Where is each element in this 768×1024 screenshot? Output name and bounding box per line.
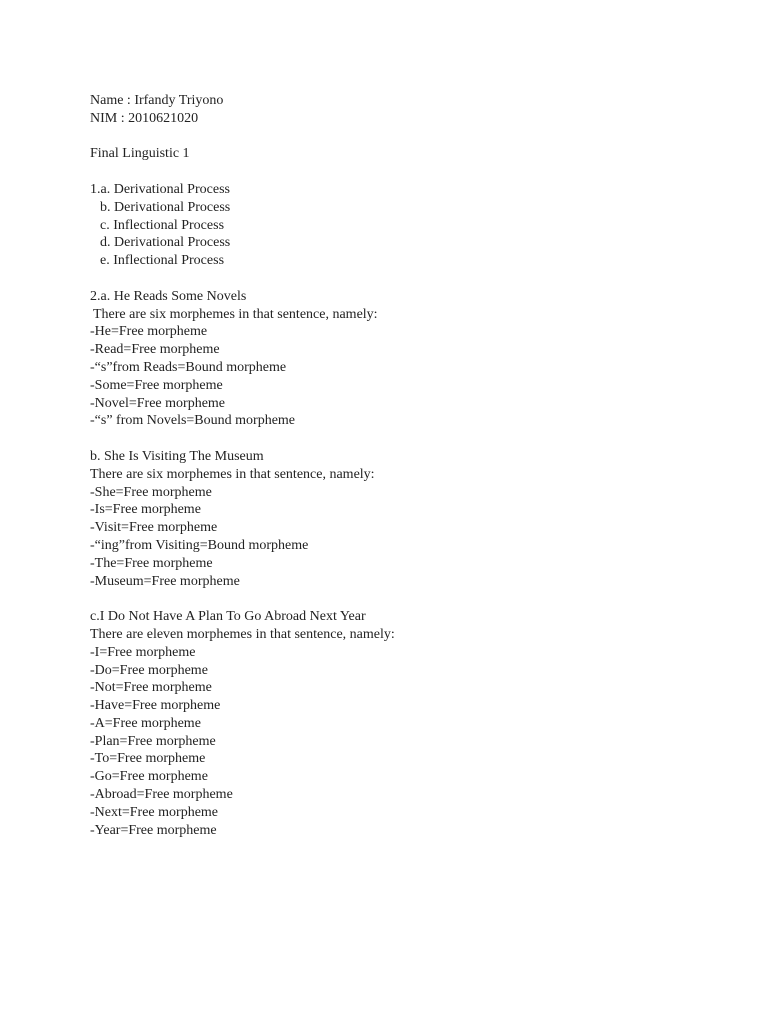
document-title: Final Linguistic 1 (90, 146, 190, 162)
list-item: -Visit=Free morpheme (90, 520, 218, 536)
list-item: -Have=Free morpheme (90, 698, 221, 714)
question-2a-heading: 2.a. He Reads Some Novels (90, 288, 247, 304)
question-2b-heading: b. She Is Visiting The Museum (90, 448, 264, 464)
list-item: -Museum=Free morpheme (90, 573, 240, 589)
list-item: -“s” from Novels=Bound morpheme (90, 413, 296, 429)
list-item: -“s”from Reads=Bound morpheme (90, 359, 287, 375)
list-item: -He=Free morpheme (90, 324, 208, 340)
question-2c-intro: There are eleven morphemes in that sentence, namely: (90, 626, 395, 642)
list-item: -Do=Free morpheme (90, 662, 208, 678)
list-item: -Novel=Free morpheme (90, 395, 226, 411)
question-2a-section (90, 288, 710, 430)
list-item: -Is=Free morpheme (90, 502, 201, 518)
list-item: -Go=Free morpheme (90, 769, 208, 785)
answer-1a: 1.a. Derivational Process (90, 181, 230, 197)
answer-1e: e. Inflectional Process (100, 253, 225, 269)
student-name: Name : Irfandy Triyono (90, 93, 224, 108)
answer-1c: c. Inflectional Process (100, 217, 225, 233)
list-item: -Plan=Free morpheme (90, 733, 216, 749)
answer-1d: d. Derivational Process (100, 235, 231, 251)
list-item: -The=Free morpheme (90, 555, 213, 571)
document-page (90, 92, 710, 839)
list-item: -She=Free morpheme (90, 484, 212, 500)
answer-1b: b. Derivational Process (100, 199, 231, 215)
spacer (90, 590, 710, 608)
list-item: -A=Free morpheme (90, 715, 201, 731)
spacer (90, 128, 710, 146)
list-item: -Not=Free morpheme (90, 680, 212, 696)
spacer (90, 163, 710, 181)
student-nim: NIM : 2010621020 (90, 110, 199, 126)
spacer (90, 430, 710, 448)
list-item: -I=Free morpheme (90, 644, 196, 660)
list-item: -“ing”from Visiting=Bound morpheme (90, 537, 309, 553)
list-item: -Read=Free morpheme (90, 342, 220, 358)
question-2c-heading: c.I Do Not Have A Plan To Go Abroad Next Year (90, 609, 366, 625)
question-2a-intro: There are six morphemes in that sentence, namely: (93, 306, 378, 322)
question-1-section (90, 181, 710, 270)
list-item: -Next=Free morpheme (90, 804, 219, 820)
list-item: -Some=Free morpheme (90, 377, 223, 393)
question-2b-intro: There are six morphemes in that sentence, namely: (90, 466, 375, 482)
list-item: -To=Free morpheme (90, 751, 206, 767)
question-2b-section (90, 448, 710, 590)
list-item: -Year=Free morpheme (90, 822, 217, 838)
question-2c-section (90, 608, 710, 839)
spacer (90, 270, 710, 288)
list-item: -Abroad=Free morpheme (90, 787, 233, 803)
